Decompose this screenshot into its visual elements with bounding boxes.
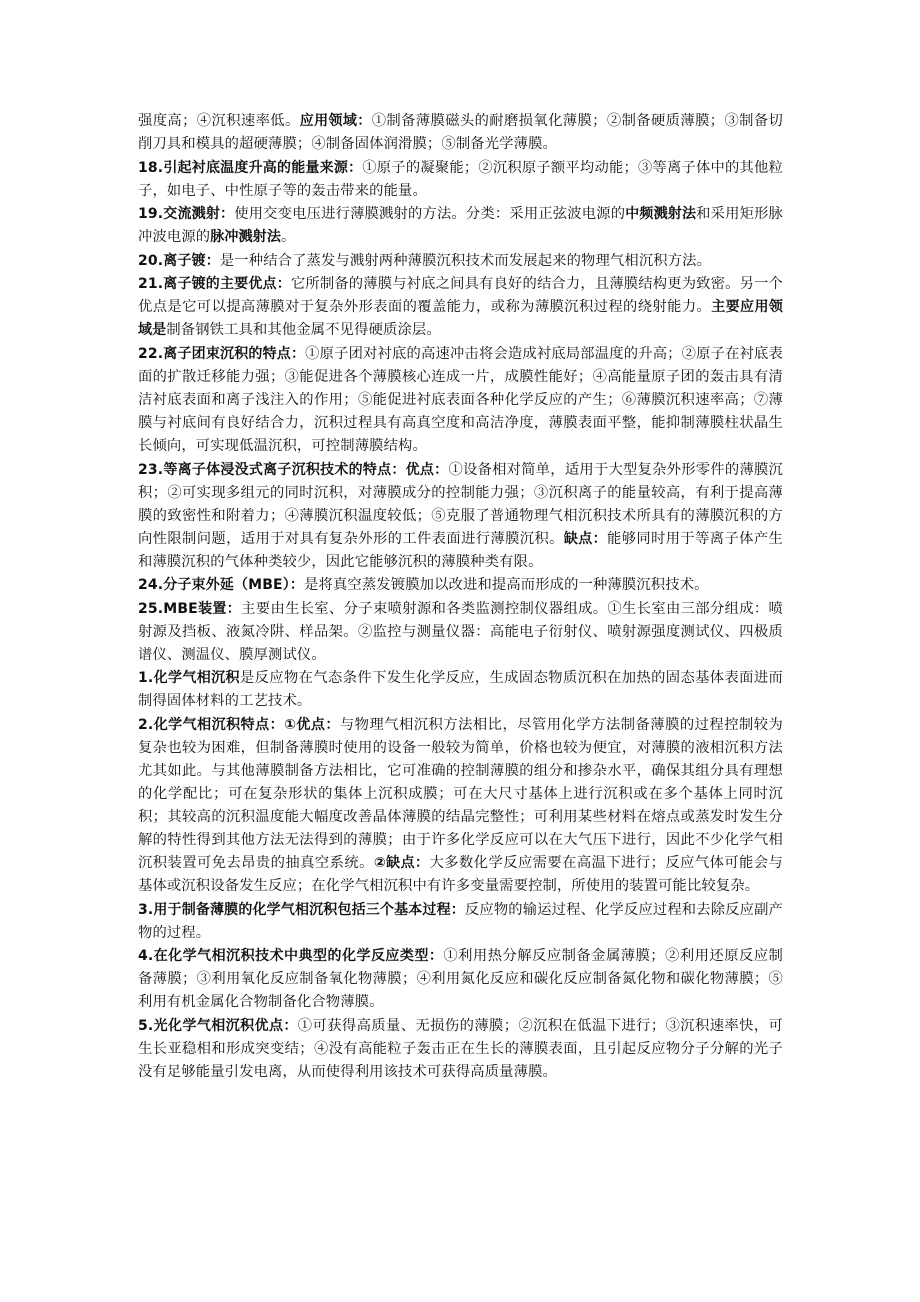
text-run: ①设备相对简单，适用于大型复杂外形零件的薄膜沉积；②可实现多组元的同时沉积，对薄膜成分的控制能力强；③沉积离子的能量较高，有利于提高薄膜的致密性和附着力；④薄膜沉积温度较低；⑤克服了普通物理气相沉积技术所具有的薄膜沉积的方向性限制问题，适用于对具有复杂外形的工件表面进行薄膜沉积。 <box>138 461 783 547</box>
bold-term: 19.交流溅射： <box>138 206 235 223</box>
paragraph <box>138 110 783 156</box>
bold-term: 4.在化学气相沉积技术中典型的化学反应类型： <box>138 948 444 965</box>
paragraph <box>138 945 783 1014</box>
text-run: 使用交变电压进行薄膜溅射的方法。分类：采用正弦波电源的 <box>234 206 626 223</box>
paragraph <box>138 459 783 574</box>
bold-term: 23.等离子体浸没式离子沉积技术的特点：优点： <box>138 461 449 478</box>
paragraph <box>138 343 783 458</box>
text-run: 。 <box>280 229 296 246</box>
text-run: 大多数化学反应需要在高温下进行；反应气体可能会与基体或沉积设备发生反应；在化学气相沉积中有许多变量需要控制，所使用的装置可能比较复杂。 <box>138 854 783 894</box>
bold-term: 24.分子束外延（MBE）： <box>138 577 305 594</box>
bold-term: 20.离子镀： <box>138 252 220 269</box>
bold-term: 18.引起衬底温度升高的能量来源： <box>138 159 363 176</box>
paragraph <box>138 157 783 203</box>
bold-term: 25.MBE装置： <box>138 600 242 617</box>
text-run: 是反应物在气态条件下发生化学反应，生成固态物质沉积在加热的固态基体表面进而制得固体材料的工艺技术。 <box>138 670 783 710</box>
document-body <box>138 110 783 1084</box>
text-run: 强度高；④沉积速率低。 <box>138 113 300 129</box>
bold-term: ②缺点： <box>373 854 430 871</box>
bold-term: 主要应用领域是 <box>138 299 783 339</box>
text-run: 反应物的输运过程、化学反应过程和去除反应副产物的过程。 <box>138 901 783 941</box>
bold-term: 21.离子镀的主要优点： <box>138 276 291 293</box>
paragraph <box>138 667 783 713</box>
text-run: 是一种结合了蒸发与溅射两种薄膜沉积技术而发展起来的物理气相沉积方法。 <box>219 252 712 269</box>
text-run: ①制备薄膜磁头的耐磨损氧化薄膜；②制备硬质薄膜；③制备切削刀具和模具的超硬薄膜；④制备固体润滑膜；⑤制备光学薄膜。 <box>138 113 784 152</box>
bold-term: 脉冲溅射法 <box>210 229 281 246</box>
paragraph <box>138 250 783 273</box>
bold-term: 应用领域： <box>299 113 372 129</box>
text-run: 和采用矩形脉冲波电源的 <box>138 206 783 246</box>
text-run: 是将真空蒸发镀膜加以改进和提高而形成的一种薄膜沉积技术。 <box>304 577 709 594</box>
bold-term: 2.化学气相沉积特点：①优点： <box>138 716 340 733</box>
text-run: 制备钢铁工具和其他金属不见得硬质涂层。 <box>166 322 441 339</box>
text-run: ①原子的凝聚能；②沉积原子额平均动能；③等离子体中的其他粒子，如电子、中性原子等的轰击带来的能量。 <box>138 159 783 199</box>
text-run: ①原子团对衬底的高速冲击将会造成衬底局部温度的升高；②原子在衬底表面的扩散迁移能力强；③能促进各个薄膜核心连成一片，成膜性能好；④高能量原子团的轰击具有清洁衬底表面和离子浅注入的作用；⑤能促进衬底表面各种化学反应的产生；⑥薄膜沉积速率高；⑦薄膜与衬底间有良好结合力，沉积过程具有高真空度和高洁净度，薄膜表面平整，能抑制薄膜柱状晶生长倾向，可实现低温沉积，可控制薄膜结构。 <box>138 345 783 454</box>
bold-term: 5.光化学气相沉积优点： <box>138 1017 298 1034</box>
bold-term: 缺点： <box>563 530 608 547</box>
text-run: ①利用热分解反应制备金属薄膜；②利用还原反应制备薄膜；③利用氧化反应制备氧化物薄膜；④利用氮化反应和碳化反应制备氮化物和碳化物薄膜；⑤利用有机金属化合物制备化合物薄膜。 <box>138 948 783 1011</box>
paragraph <box>138 1015 783 1084</box>
paragraph <box>138 203 783 249</box>
bold-term: 中频溅射法 <box>625 206 697 223</box>
text-run: 能够同时用于等离子体产生和薄膜沉积的气体种类较少，因此它能够沉积的薄膜种类有限。 <box>138 530 783 570</box>
text-run: 主要由生长室、分子束喷射源和各类监测控制仪器组成。①生长室由三部分组成：喷射源及挡板、液氮冷阱、样品架。②监控与测量仪器：高能电子衍射仪、喷射源强度测试仪、四极质谱仪、测温仪、膜厚测试仪。 <box>138 600 783 663</box>
text-run: 与物理气相沉积方法相比，尽管用化学方法制备薄膜的过程控制较为复杂也较为困难，但制备薄膜时使用的设备一般较为简单，价格也较为便宜，对薄膜的液相沉积方法尤其如此。与其他薄膜制备方法相比，它可准确的控制薄膜的组分和掺杂水平，确保其组分具有理想的化学配比；可在复杂形状的集体上沉积成膜；可在大尺寸基体上进行沉积或在多个基体上同时沉积；其较高的沉积温度能大幅度改善晶体薄膜的结晶完整性；可利用某些材料在熔点或蒸发时发生分解的特性得到其他方法无法得到的薄膜；由于许多化学反应可以在大气压下进行，因此不少化学气相沉积装置可免去昂贵的抽真空系统。 <box>138 716 783 871</box>
text-run: 它所制备的薄膜与衬底之间具有良好的结合力，且薄膜结构更为致密。另一个优点是它可以提高薄膜对于复杂外形表面的覆盖能力，或称为薄膜沉积过程的绕射能力。 <box>138 276 783 316</box>
bold-term: 22.离子团束沉积的特点： <box>138 345 306 362</box>
paragraph <box>138 598 783 667</box>
paragraph <box>138 273 783 342</box>
paragraph <box>138 574 783 597</box>
bold-term: 1.化学气相沉积 <box>138 670 240 687</box>
bold-term: 3.用于制备薄膜的化学气相沉积包括三个基本过程： <box>138 901 465 918</box>
paragraph <box>138 899 783 945</box>
text-run: ①可获得高质量、无损伤的薄膜；②沉积在低温下进行；③沉积速率快，可生长亚稳相和形成突变结；④没有高能粒子轰击正在生长的薄膜表面，且引起反应物分子分解的光子没有足够能量引发电离，从而使得利用该技术可获得高质量薄膜。 <box>138 1017 784 1080</box>
paragraph <box>138 714 783 898</box>
